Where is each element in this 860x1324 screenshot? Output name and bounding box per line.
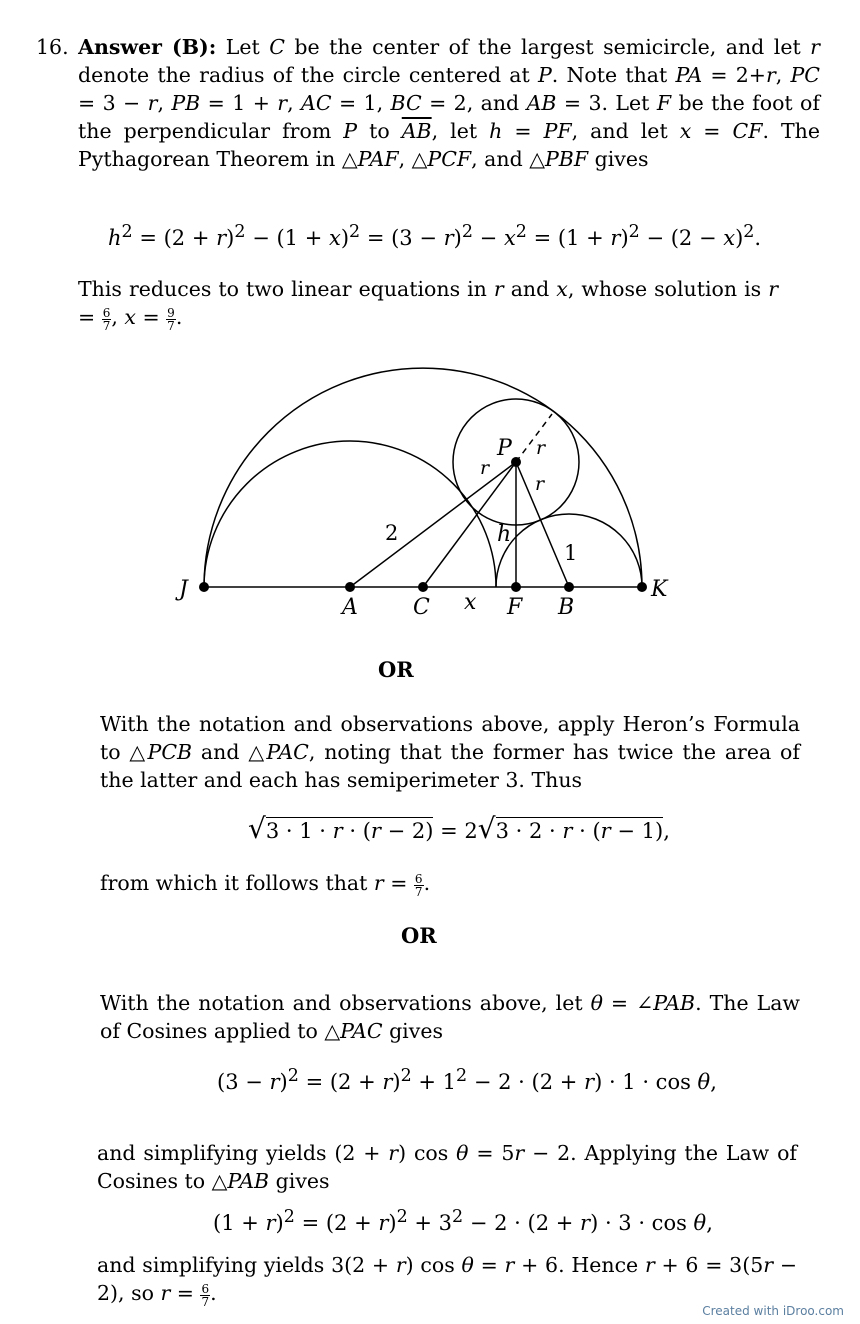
cosine-equation-2: $(1 + r)^2 = (2 + r)^2 + 3^2 - 2 \cdot (2 + r) \cdot 3 \cdot \cos \theta$,: [213, 1207, 713, 1235]
geometry-diagram: [0, 0, 860, 640]
pythagorean-equation: $h^2 = (2 + r)^2 - (1 + x)^2 = (3 - r)^2 - x^2 = (1 + r)^2 - (2 - x)^2$.: [108, 222, 762, 250]
reduce-text: This reduces to two linear equations in r and x, whose solution is r = $\frac{6}{7}$ , x = $\frac{9}{7}$ .: [78, 277, 778, 333]
label-one: 1: [564, 541, 578, 565]
label-f: F: [507, 595, 523, 620]
heron-result: from which it follows that r = $\frac{6}{7}$ .: [100, 871, 431, 899]
point-p: [511, 457, 521, 467]
heron-text: With the notation and observations above, apply Heron’s Formula to △PCB and △PAC, noting that the former has twice the area of the latter and each has semiperimeter 3. Thus: [100, 712, 800, 792]
point-c: [418, 582, 428, 592]
heron-equation: √3 · 1 · r · (r − 2) = 2√3 · 2 · r · (r − 1),: [248, 812, 670, 845]
left-semicircle: [204, 441, 496, 587]
label-c: C: [413, 595, 430, 620]
label-p: P: [497, 436, 512, 461]
label-r-left: r: [480, 457, 490, 479]
cosine-text: With the notation and observations above, let θ = ∠PAB. The Law of Cosines applied to △PAC gives: [100, 991, 800, 1043]
intro-text: Let C be the center of the largest semicircle, and let r denote the radius of the circle centered at P. Note that PA = 2+r, PC = 3 − r, PB = 1 + r, AC = 1, BC = 2, and AB = 3. Let F be the foot of the perpendicular from P to $\overline{AB}$, let h = PF, and let x = CF. The Pythagorean Theorem in △PAF, △PCF, and △PBF gives: [78, 35, 821, 171]
dashed-radius: [516, 414, 552, 462]
point-b: [564, 582, 574, 592]
point-a: [345, 582, 355, 592]
label-k: K: [651, 577, 668, 602]
cosine-equation-1: $(3 - r)^2 = (2 + r)^2 + 1^2 - 2 \cdot (2 + r) \cdot 1 \cdot \cos \theta$,: [217, 1066, 717, 1094]
label-r-top: r: [536, 437, 546, 459]
watermark-footer: Created with iDroo.com: [702, 1304, 844, 1318]
segment-pa: [350, 462, 516, 587]
label-r-right: r: [535, 473, 545, 495]
label-two: 2: [385, 521, 399, 545]
label-x: x: [464, 590, 477, 615]
label-h: h: [497, 522, 512, 547]
label-j: J: [179, 577, 188, 602]
or-label-2: OR: [401, 923, 437, 948]
label-b: B: [558, 595, 575, 620]
point-k: [637, 582, 647, 592]
or-label-1: OR: [378, 657, 414, 682]
cosine-simplify-1: and simplifying yields (2 + r) cos θ = 5r − 2. Applying the Law of Cosines to △PAB gives: [97, 1141, 797, 1193]
answer-label: Answer (B):: [78, 35, 217, 59]
cosine-simplify-2: and simplifying yields 3(2 + r) cos θ = r + 6. Hence r + 6 = 3(5r − 2), so r = $\frac{6}{7}$ .: [97, 1253, 797, 1309]
label-a: A: [342, 595, 358, 620]
problem-number: 16.: [36, 35, 69, 59]
point-f: [511, 582, 521, 592]
point-j: [199, 582, 209, 592]
